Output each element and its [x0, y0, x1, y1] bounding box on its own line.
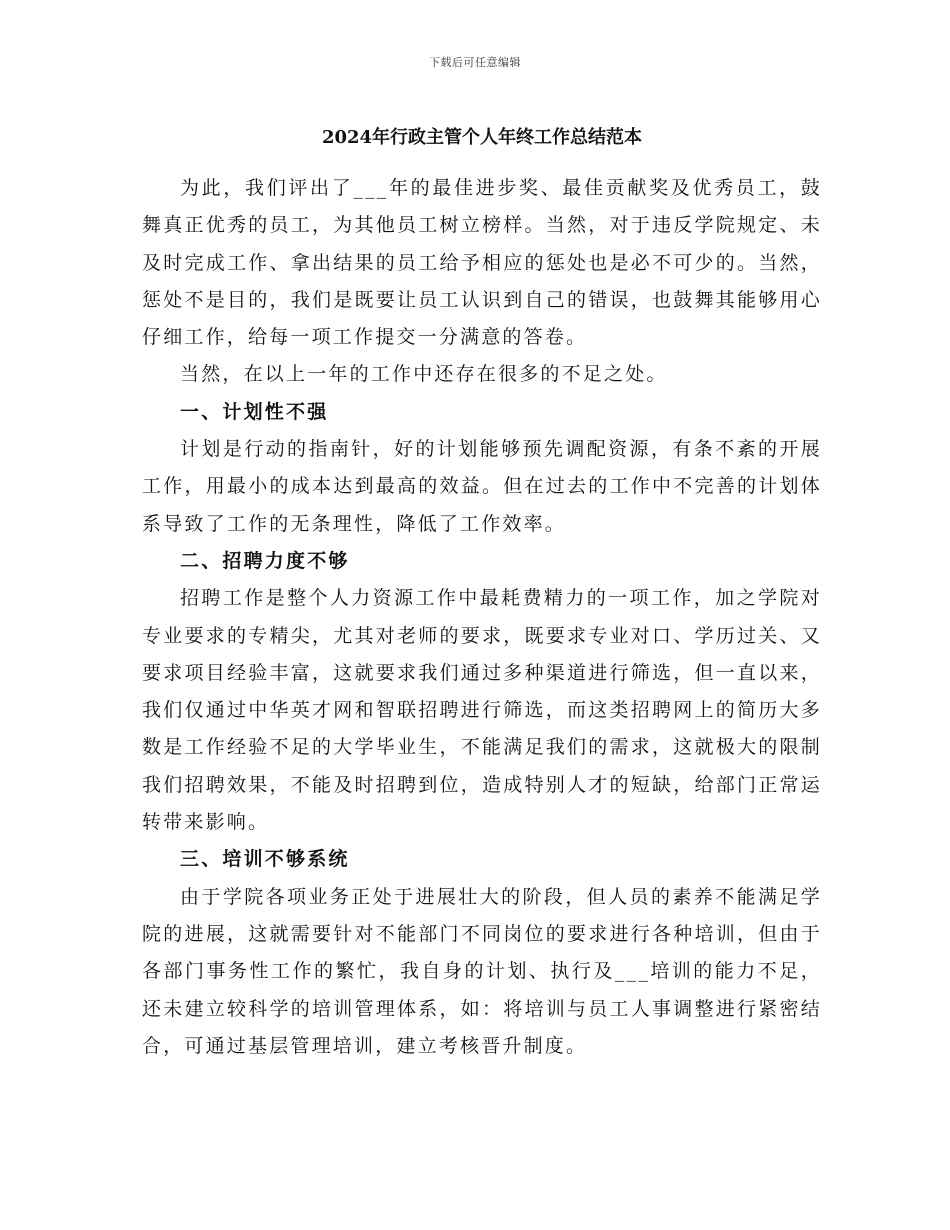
section-heading-training: 三、培训不够系统	[180, 848, 350, 871]
paragraph-planning: 计划是行动的指南针，好的计划能够预先调配资源，有条不紊的开展工作，用最小的成本达到最高的效益。但在过去的工作中不完善的计划体系导致了工作的无条理性，降低了工作效率。	[142, 438, 822, 535]
paragraph-shortcomings-intro: 当然，在以上一年的工作中还存在很多的不足之处。	[180, 363, 668, 386]
document-title: 2024年行政主管个人年终工作总结范本	[321, 127, 643, 148]
section-heading-planning: 一、计划性不强	[180, 400, 329, 423]
section-heading-recruitment: 二、招聘力度不够	[180, 549, 350, 572]
paragraph-recruitment: 招聘工作是整个人力资源工作中最耗费精力的一项工作，加之学院对专业要求的专精尖，尤其对老师的要求，既要求专业对口、学历过关、又要求项目经验丰富，这就要求我们通过多种渠道进行筛选，但一直以来，我们仅通过中华英才网和智联招聘进行筛选，而这类招聘网上的简历大多数是工作经验不足的大学毕业生，不能满足我们的需求，这就极大的限制我们招聘效果，不能及时招聘到位，造成特别人才的短缺，给部门正常运转带来影响。	[142, 587, 822, 834]
document-body	[142, 122, 822, 1065]
header-note: 下载后可任意编辑	[429, 56, 521, 69]
paragraph-training: 由于学院各项业务正处于进展壮大的阶段，但人员的素养不能满足学院的进展，这就需要针对不能部门不同岗位的要求进行各种培训，但由于各部门事务性工作的繁忙，我自身的计划、执行及___培训的能力不足，还未建立较科学的培训管理体系，如：将培训与员工人事调整进行紧密结合，可通过基层管理培训，建立考核晋升制度。	[142, 885, 822, 1057]
paragraph-awards: 为此，我们评出了___年的最佳进步奖、最佳贡献奖及优秀员工，鼓舞真正优秀的员工，为其他员工树立榜样。当然，对于违反学院规定、未及时完成工作、拿出结果的员工给予相应的惩处也是必不可少的。当然，惩处不是目的，我们是既要让员工认识到自己的错误，也鼓舞其能够用心仔细工作，给每一项工作提交一分满意的答卷。	[142, 177, 822, 349]
